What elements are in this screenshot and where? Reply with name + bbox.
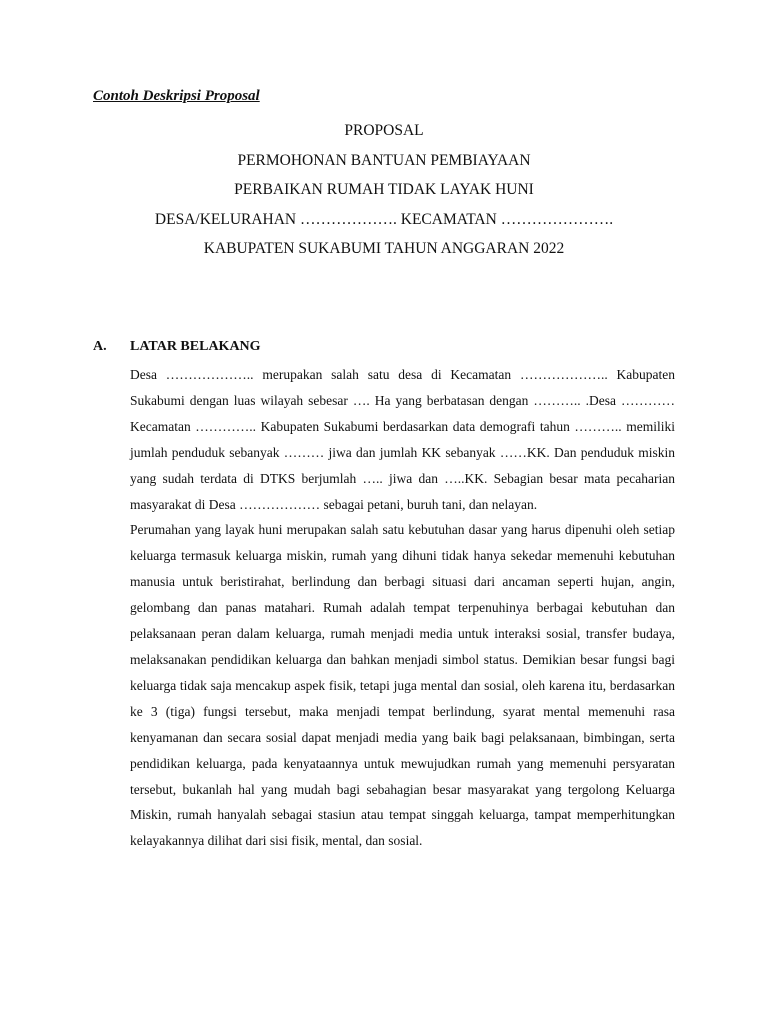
section-number: A. [93, 339, 107, 354]
section-title: LATAR BELAKANG [130, 339, 261, 354]
section-heading [93, 339, 261, 355]
section-body [130, 362, 675, 854]
example-heading: Contoh Deskripsi Proposal [93, 88, 260, 104]
proposal-title-block [0, 116, 768, 264]
title-line-permohonan: PERMOHONAN BANTUAN PEMBIAYAAN [237, 151, 531, 169]
title-line-proposal: PROPOSAL [344, 122, 424, 139]
paragraph-village-profile: Desa ……………….. merupakan salah satu desa di Kecamatan ……………….. Kabupaten Sukabumi dengan luas wilayah sebesar …. Ha yang berbatasan dengan ……….. .Desa ………… Kecamatan ………….. Kabupaten Sukabumi berdasarkan data demografi tahun ……….. memiliki jumlah penduduk sebanyak ……… jiwa dan jumlah KK sebanyak ……KK. Dan penduduk miskin yang sudah terdata di DTKS berjumlah ….. jiwa dan …..KK. Sebagian besar mata pecaharian masyarakat di Desa ……………… sebagai petani, buruh tani, dan nelayan. [130, 367, 675, 512]
title-line-perbaikan: PERBAIKAN RUMAH TIDAK LAYAK HUNI [234, 181, 534, 198]
title-line-kabupaten: KABUPATEN SUKABUMI TAHUN ANGGARAN 2022 [203, 240, 565, 257]
paragraph-housing-needs: Perumahan yang layak huni merupakan salah satu kebutuhan dasar yang harus dipenuhi oleh setiap keluarga termasuk keluarga miskin, rumah yang dihuni tidak hanya sekedar memenuhi kebutuhan manusia untuk beristirahat, berlindung dan berbagi situasi dari ancaman seperti hujan, angin, gelombang dan panas matahari. Rumah adalah tempat terpenuhinya berbagai kebutuhan dan pelaksanaan peran dalam keluarga, rumah menjadi media untuk interaksi sosial, transfer budaya, melaksanakan pendidikan keluarga dan bahkan menjadi simbol status. Demikian besar fungsi bagi keluarga tidak saja mencakup aspek fisik, tetapi juga mental dan sosial, oleh karena itu, berdasarkan ke 3 (tiga) fungsi tersebut, maka menjadi tempat berlindung, syarat mental memenuhi rasa kenyamanan dan secara sosial dapat menjadi media yang baik bagi pelaksanaan, bimbingan, serta pendidikan keluarga, pada kenyataannya untuk mewujudkan rumah yang memenuhi persyaratan tersebut, bukanlah hal yang mudah bagi sebahagian besar masyarakat yang tergolong Keluarga Miskin, rumah hanyalah sebagai stasiun atau tempat singgah keluarga, tampat memperhitungkan kelayakannya dilihat dari sisi fisik, mental, dan sosial. [130, 522, 675, 849]
title-line-desa-kecamatan: DESA/KELURAHAN ………………. KECAMATAN …………………. [154, 210, 614, 228]
